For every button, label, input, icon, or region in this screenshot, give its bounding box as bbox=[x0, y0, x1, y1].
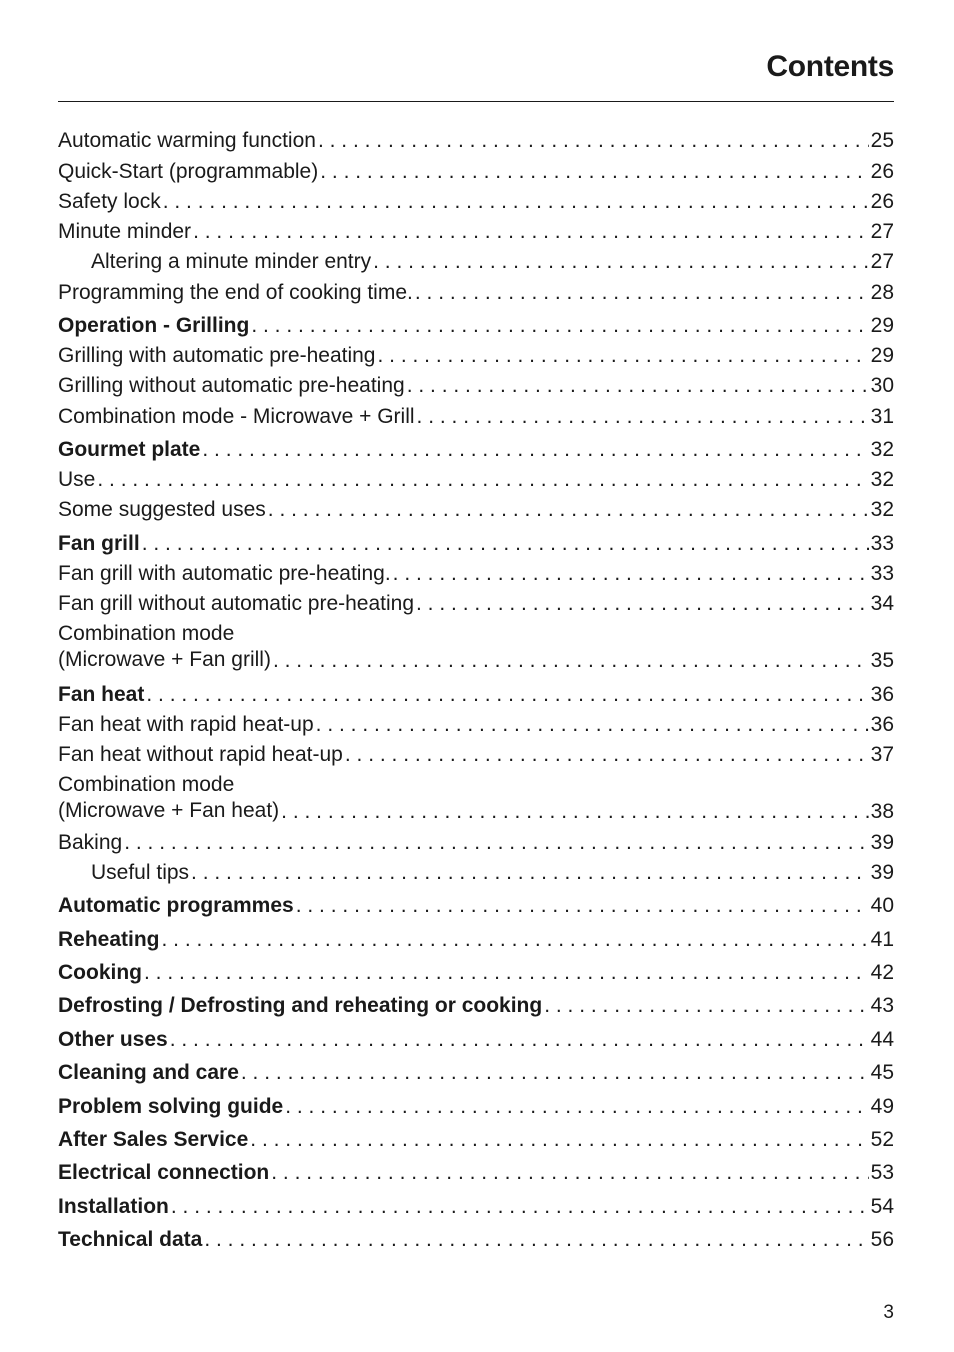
dot-leader bbox=[316, 713, 869, 737]
toc-entry[interactable] bbox=[58, 374, 894, 398]
dot-leader bbox=[97, 468, 868, 492]
toc-entry-title: Safety lock bbox=[58, 190, 161, 213]
toc-entry-title: Automatic warming function bbox=[58, 129, 316, 152]
toc-entry-title: Altering a minute minder entry bbox=[91, 250, 372, 273]
dot-leader bbox=[281, 800, 868, 824]
toc-entry[interactable] bbox=[58, 831, 894, 855]
toc-entry[interactable] bbox=[58, 894, 894, 918]
toc-entry-page: 33 bbox=[870, 532, 894, 555]
toc-entry-page: 35 bbox=[870, 649, 894, 672]
toc-entry-title: Defrosting / Defrosting and reheating or cooking bbox=[58, 994, 543, 1017]
toc-entry[interactable] bbox=[58, 994, 894, 1018]
toc-entry-page: 30 bbox=[870, 374, 894, 397]
dot-leader bbox=[320, 160, 868, 184]
toc-entry[interactable] bbox=[58, 683, 894, 707]
toc-entry-page: 32 bbox=[870, 498, 894, 521]
toc-entry[interactable] bbox=[58, 961, 894, 985]
toc-entry-page: 43 bbox=[870, 994, 894, 1017]
toc-entry-title: Combination mode (Microwave + Fan grill) bbox=[58, 622, 271, 671]
toc-entry[interactable] bbox=[58, 250, 894, 274]
toc-entry[interactable] bbox=[58, 314, 894, 338]
toc-entry-title: Some suggested uses bbox=[58, 498, 266, 521]
toc-entry-page: 27 bbox=[870, 250, 894, 273]
toc-entry-page: 49 bbox=[870, 1095, 894, 1118]
toc-entry[interactable] bbox=[58, 1228, 894, 1252]
toc-entry[interactable] bbox=[58, 405, 894, 429]
toc-entry[interactable] bbox=[58, 1095, 894, 1119]
toc-entry-title: Installation bbox=[58, 1195, 169, 1218]
dot-leader bbox=[191, 861, 869, 885]
toc-entry-page: 41 bbox=[870, 928, 894, 951]
toc-entry[interactable] bbox=[58, 713, 894, 737]
dot-leader bbox=[296, 894, 869, 918]
toc-entry-page: 52 bbox=[870, 1128, 894, 1151]
toc-entry-title: Use bbox=[58, 468, 96, 491]
toc-entry[interactable] bbox=[58, 281, 894, 305]
toc-entry[interactable] bbox=[58, 743, 894, 767]
toc-entry[interactable] bbox=[58, 1195, 894, 1219]
dot-leader bbox=[170, 1028, 869, 1052]
toc-entry-page: 29 bbox=[870, 314, 894, 337]
toc-entry-title: Combination mode (Microwave + Fan heat) bbox=[58, 773, 280, 822]
toc-entry-title: Electrical connection bbox=[58, 1161, 270, 1184]
dot-leader bbox=[250, 1128, 868, 1152]
dot-leader bbox=[271, 1161, 868, 1185]
toc-entry-title: Other uses bbox=[58, 1028, 168, 1051]
toc-entry-title: Fan heat bbox=[58, 683, 145, 706]
toc-entry-page: 36 bbox=[870, 713, 894, 736]
toc-entry[interactable] bbox=[58, 129, 894, 153]
toc-entry-title: Fan grill with automatic pre-heating. bbox=[58, 562, 391, 585]
toc-entry[interactable] bbox=[58, 1061, 894, 1085]
toc-entry-page: 56 bbox=[870, 1228, 894, 1251]
toc-entry[interactable] bbox=[58, 438, 894, 462]
dot-leader bbox=[393, 562, 869, 586]
dot-leader bbox=[163, 190, 869, 214]
toc-entry-page: 54 bbox=[870, 1195, 894, 1218]
toc-entry[interactable] bbox=[58, 1028, 894, 1052]
toc-entry-title: Minute minder bbox=[58, 220, 192, 243]
toc-entry-title: Fan grill without automatic pre-heating bbox=[58, 592, 415, 615]
dot-leader bbox=[171, 1195, 869, 1219]
dot-leader bbox=[202, 438, 868, 462]
toc-entry-page: 29 bbox=[870, 344, 894, 367]
dot-leader bbox=[318, 129, 869, 153]
toc-entry[interactable] bbox=[58, 928, 894, 952]
dot-leader bbox=[544, 994, 868, 1018]
toc-entry-title: Operation - Grilling bbox=[58, 314, 250, 337]
toc-entry-page: 32 bbox=[870, 438, 894, 461]
toc-entry-title: Quick-Start (programmable) bbox=[58, 160, 319, 183]
dot-leader bbox=[417, 405, 869, 429]
toc-entry-page: 28 bbox=[870, 281, 894, 304]
toc-entry[interactable] bbox=[58, 592, 894, 616]
toc-entry-title: Cooking bbox=[58, 961, 142, 984]
dot-leader bbox=[407, 374, 869, 398]
dot-leader bbox=[193, 220, 869, 244]
title-rule bbox=[58, 101, 894, 102]
toc-entry-title: Grilling with automatic pre-heating bbox=[58, 344, 376, 367]
toc-entry-page: 40 bbox=[870, 894, 894, 917]
toc-entry[interactable] bbox=[58, 532, 894, 556]
toc-entry-page: 31 bbox=[870, 405, 894, 428]
toc-entry-title: Cleaning and care bbox=[58, 1061, 239, 1084]
toc-entry-title: Fan heat with rapid heat-up bbox=[58, 713, 314, 736]
toc-entry-page: 26 bbox=[870, 160, 894, 183]
toc-entry-title: Programming the end of cooking time. bbox=[58, 281, 413, 304]
dot-leader bbox=[142, 532, 869, 556]
dot-leader bbox=[285, 1095, 868, 1119]
dot-leader bbox=[124, 831, 868, 855]
toc-entry[interactable] bbox=[58, 160, 894, 184]
toc-entry-page: 27 bbox=[870, 220, 894, 243]
toc-entry-title: Reheating bbox=[58, 928, 160, 951]
toc-entry-page: 44 bbox=[870, 1028, 894, 1051]
toc-entry-page: 36 bbox=[870, 683, 894, 706]
toc-entry-page: 33 bbox=[870, 562, 894, 585]
dot-leader bbox=[373, 250, 869, 274]
toc-entry-page: 26 bbox=[870, 190, 894, 213]
dot-leader bbox=[162, 928, 869, 952]
dot-leader bbox=[204, 1228, 868, 1252]
toc-entry-title: Fan grill bbox=[58, 532, 140, 555]
toc-entry[interactable] bbox=[58, 772, 894, 824]
toc-entry[interactable] bbox=[58, 562, 894, 586]
toc-entry-title: Fan heat without rapid heat-up bbox=[58, 743, 343, 766]
toc-entry-title: Grilling without automatic pre-heating bbox=[58, 374, 405, 397]
toc-entry[interactable] bbox=[58, 1128, 894, 1152]
toc-entry[interactable] bbox=[58, 220, 894, 244]
toc-entry-title: Gourmet plate bbox=[58, 438, 201, 461]
toc-entry-title: Useful tips bbox=[91, 861, 190, 884]
toc-entry[interactable] bbox=[58, 621, 894, 673]
toc-entry-page: 34 bbox=[870, 592, 894, 615]
dot-leader bbox=[268, 498, 869, 522]
page-number: 3 bbox=[883, 1302, 894, 1323]
toc-entry[interactable] bbox=[58, 498, 894, 522]
dot-leader bbox=[146, 683, 868, 707]
toc-entry-page: 42 bbox=[870, 961, 894, 984]
dot-leader bbox=[415, 281, 869, 305]
toc-entry-title: Technical data bbox=[58, 1228, 203, 1251]
toc-entry[interactable] bbox=[58, 861, 894, 885]
dot-leader bbox=[416, 592, 869, 616]
toc-entry[interactable] bbox=[58, 190, 894, 214]
dot-leader bbox=[241, 1061, 869, 1085]
toc-entry[interactable] bbox=[58, 1161, 894, 1185]
toc-entry-page: 37 bbox=[870, 743, 894, 766]
dot-leader bbox=[144, 961, 869, 985]
toc-entry-page: 39 bbox=[870, 831, 894, 854]
toc-entry-page: 25 bbox=[870, 129, 894, 152]
toc-entry-page: 38 bbox=[870, 800, 894, 823]
toc-entry-page: 53 bbox=[870, 1161, 894, 1184]
dot-leader bbox=[345, 743, 869, 767]
toc-entry-page: 39 bbox=[870, 861, 894, 884]
toc-entry-page: 32 bbox=[870, 468, 894, 491]
dot-leader bbox=[377, 344, 868, 368]
toc-entry[interactable] bbox=[58, 468, 894, 492]
toc-entry-title: Automatic programmes bbox=[58, 894, 294, 917]
toc-entry[interactable] bbox=[58, 344, 894, 368]
toc-entry-title: Combination mode - Microwave + Grill bbox=[58, 405, 415, 428]
dot-leader bbox=[251, 314, 868, 338]
toc-entry-title: Baking bbox=[58, 831, 123, 854]
toc-entry-title: After Sales Service bbox=[58, 1128, 249, 1151]
dot-leader bbox=[273, 649, 869, 673]
page-title: Contents bbox=[766, 50, 894, 83]
toc-entry-page: 45 bbox=[870, 1061, 894, 1084]
toc-entry-title: Problem solving guide bbox=[58, 1095, 284, 1118]
